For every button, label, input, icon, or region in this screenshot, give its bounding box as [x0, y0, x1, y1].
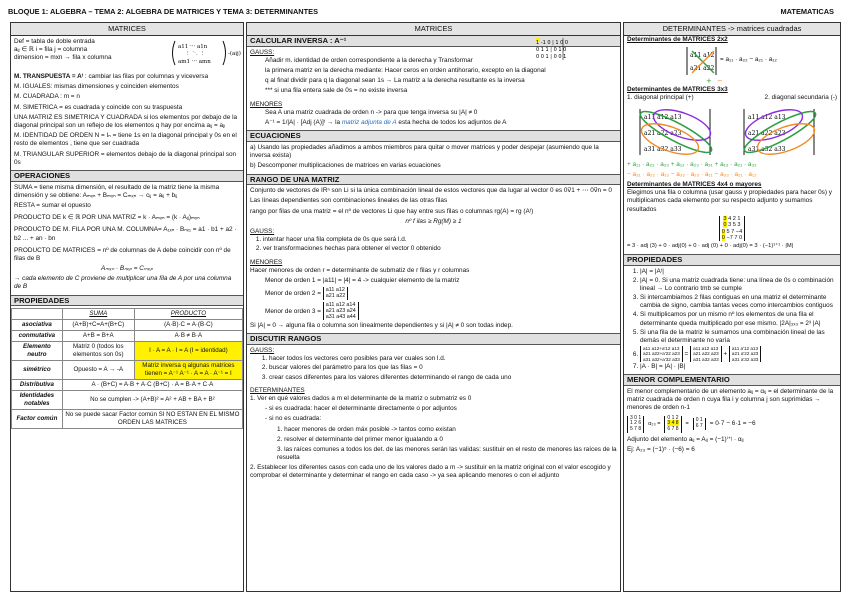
transpuesta-label: M. TRANSPUESTA = Aᵗ: [14, 73, 84, 80]
list-item: 6. a11 a12+a'12 a13 a21 a22+a'22 a23 a31 a32+a'32 a33 = a11 a12 a13 a21 a22 a23 a31 a32 a33 + a11 a'12 a13 a21 a'22 a23 a31 a'32 a33: [640, 346, 837, 362]
list-item: 2. buscar valores del parámetro para los que las filas = 0: [269, 364, 617, 372]
svg-text:a11 a12: a11 a12: [690, 52, 715, 60]
list-item: 2. |A| = 0. Si una matriz cuadrada tiene: una línea de 0s o combinación lineal → Lo contrario tmb se cumple: [640, 277, 837, 293]
rango-heading: RANGO DE UNA MATRIZ: [247, 174, 620, 186]
menor-orden-2: [247, 287, 620, 299]
cell-factor-comun: No se puede sacar Factor común SI NO ESTAN EN EL MISMO ORDEN LAS MATRICES: [62, 409, 242, 428]
rango-gauss-label: GAUSS:: [250, 227, 275, 235]
svg-text:a21 a22 a23: a21 a22 a23: [748, 129, 786, 137]
split-matrix-c-icon: a11 a'12 a13 a21 a'22 a23 a31 a'32 a33: [729, 346, 761, 362]
table-header-suma: SUMA: [62, 309, 134, 320]
example-matrix-icon: 3 0 1 1 2 6 5 7 8: [627, 416, 644, 433]
menor-orden-2-label: Menor de orden 2 =: [265, 289, 321, 297]
rango-def: Conjunto de vectores de IRⁿ son Li si la única combinación lineal de estos vectores que da lugar al vector 0 es 0v⃗1 + ⋯ 0v⃗n = 0: [250, 187, 612, 195]
list-item: 1. hacer todos los vectores cero posibles para ver cuales son l.d.: [269, 355, 617, 363]
svg-text:a31 a32 a33: a31 a32 a33: [748, 145, 786, 153]
split-matrix-a-icon: a11 a12+a'12 a13 a21 a22+a'22 a23 a31 a32+a'32 a33: [640, 346, 683, 362]
discutir-heading: DISCUTIR RANGOS: [247, 333, 620, 345]
minor3-matrix-icon: a11 a12 a14 a21 a23 a24 a31 a43 a44: [323, 302, 359, 321]
cell-producto: I · A = A · I = A (I = identidad): [134, 342, 242, 361]
sarrus-diagram: [624, 105, 840, 161]
column-matrices-basics: [10, 22, 244, 592]
svg-text:1 -1 0 | 1 0 0: 1 -1 0 | 1 0 0: [536, 40, 569, 46]
list-item: 4. Si multiplicamos por un mismo nº los elementos de una fila el determinante queda multiplicado por ese mismo. |2A|₃ₓ₃ = 2³ |A|: [640, 311, 837, 327]
svg-text:a11 a12 a13: a11 a12 a13: [748, 113, 786, 121]
inversa-menores-1: Sea A una matriz cuadrada de orden n -> para que tenga inversa su |A| ≠ 0: [265, 108, 478, 116]
row-label: asociativa: [12, 320, 63, 331]
def-line-2: aᵢⱼ ∈ ℝ i = fila j = columna: [14, 46, 88, 53]
table-row: [12, 409, 243, 428]
det2-block: [624, 44, 840, 86]
row-label: Distributiva: [12, 379, 63, 390]
adjunta-highlight: matriz adjunta de A: [340, 119, 397, 127]
type-identidad: M. IDENTIDAD DE ORDEN N = Iₙ = tiene 1s en la diagonal principal y 0s en el resto de elementos , tiene que ser cuadrada: [14, 132, 237, 148]
table-header-producto: PRODUCTO: [134, 309, 242, 320]
menor-orden-1: Menor de orden 1 = |a11| = |4| = 4 -> cualquier elemento de la matriz: [265, 276, 460, 284]
page-title: BLOQUE 1: ALGEBRA – TEMA 2: ALGEBRA DE MATRICES Y TEMA 3: DETERMINANTES: [8, 7, 319, 16]
inversa-gauss-1: Añadir m. identidad de orden correspondiente a la derecha y Transformar: [265, 56, 473, 64]
rango-menores-def: Hacer menores de orden r = determinante de submatiz de r filas y r columnas: [250, 266, 470, 274]
svg-text:a11 a12 a13: a11 a12 a13: [644, 113, 682, 121]
discutir-gauss-label: GAUSS:: [250, 347, 275, 355]
def-line-1: Def = tabla de doble entrada: [14, 38, 95, 45]
cell-identidades: No se cumplen -> (A+B)² = A² + AB + BA + B²: [62, 390, 242, 409]
cell-producto: (A·B)·C = A·(B·C): [134, 320, 242, 331]
list-item: 1. intentar hacer una fila completa de 0s que será l.d.: [263, 236, 617, 244]
type-cuadrada: M. CUADRADA : m = n: [14, 93, 80, 101]
det4-matrix-icon: 3 4 2 1 0 3 5 3 0 5 7 −4 0 −7 7 0: [719, 216, 745, 242]
op-resta: RESTA = sumar el opuesto: [14, 201, 91, 209]
svg-text:0 1 1 | 0 1 0: 0 1 1 | 0 1 0: [536, 47, 567, 53]
svg-text:a21 a22 a23: a21 a22 a23: [644, 129, 682, 137]
discutir-det-5: 2. resolver el determinante del primer menor igualando a 0: [277, 435, 443, 443]
cell-distributiva: A · (B+C) = A·B + A·C (B+C) · A = B·A + C·A: [62, 379, 242, 390]
rango-lineas: Las líneas dependientes son combinaciones lineales de las otras filas: [250, 197, 448, 205]
operaciones-heading: OPERACIONES: [11, 170, 243, 182]
svg-text:⋮ ⋱ ⋮: ⋮ ⋱ ⋮: [185, 51, 205, 57]
svg-text:0 0 1 | 0 0 1: 0 0 1 | 0 0 1: [536, 54, 567, 60]
inversa-gauss-3: q al final dividir para q la diagonal sean 1s → La matriz a la derecha resultante es la inversa: [265, 77, 525, 85]
complementario-text: El menor complementario de un elemento aᵢⱼ = αᵢⱼ = el determinante de la matriz cuadrada de orden n cuya fila i y columna j son suprimidas → menores de orden n-1: [627, 387, 834, 412]
rango-menores-conclusion: Si |A| = 0 → alguna fila o columna son linealmente dependientes y si |A| ≠ 0 son todas indep.: [250, 322, 513, 330]
adjunto-example: Ej: A₂₃ = (−1)⁵ · (−6) = 6: [627, 445, 695, 453]
sarrus-plus: + a₁₁ · a₂₂ · a₃₃ + a₁₂ · a₂₃ · a₃₁ + a₁₃ · a₂₁ · a₃₂: [627, 160, 757, 168]
list-item: 5. Si una fila de la matriz le sumamos una combinación lineal de las demás el determinante no varía: [640, 329, 837, 345]
column-determinantes: [623, 22, 841, 592]
op-fila-columna: PRODUCTO DE M. FILA POR UNA M. COLUMNA= A₁ₓₙ · Bₙₓ₁ = a1 · b1 + a2 · b2 ... + an · bn: [14, 226, 237, 242]
det3-diag-labels: [624, 94, 840, 102]
svg-text:am1 ··· amn: am1 ··· amn: [178, 59, 211, 65]
diag-secundaria-label: 2. diagonal secundaria (-): [764, 94, 837, 102]
ecuaciones-heading: ECUACIONES: [247, 130, 620, 142]
rango-filas: rango por filas de una matriz = el nº de vectores Li que hay entre sus filas o columnas rg(A) = rg (Aᵗ): [250, 207, 534, 215]
adjunto-text: Adjunto del elemento aᵢⱼ = Aᵢⱼ = (−1)ⁱ⁺ʲ · αᵢⱼ: [627, 435, 744, 443]
col3-header: DETERMINANTES -> matrices cuadradas: [624, 23, 840, 36]
propiedades-heading: PROPIEDADES: [11, 295, 243, 307]
det2-heading: Determinantes de MATRICES 2x2: [627, 36, 728, 43]
row-label: conmutativa: [12, 331, 63, 342]
det-properties-list: [624, 268, 840, 372]
table-row: [12, 342, 243, 361]
cell-producto: A·B ≠ B·A: [134, 331, 242, 342]
transpuesta-text: [11, 73, 243, 81]
svg-text:−: −: [717, 77, 723, 86]
det2-cross-icon: [682, 45, 762, 85]
complementario-heading: MENOR COMPLEMENTARIO: [624, 374, 840, 386]
adjunta-desc: esta hecha de todos los adjuntos de A: [396, 119, 507, 127]
op-suma: SUMA = tiene misma dimensión, el resultado de la matriz tiene la misma dimensión y se obtiene: Aₘₓₙ + Bₘₓₙ = Cₘₓₙ → cᵢⱼ = aᵢⱼ + bᵢⱼ: [14, 183, 220, 199]
diag-principal-label: 1. diagonal principal (+): [627, 94, 694, 102]
discutir-det-7: 2. Establecer los diferentes casos con cada uno de los valores dado a m -> sustituir en la matriz original con el valor escogido y comprobar el determinante y determinar el rango en cada caso -> ya sea aplicando menores o con el adjunto: [250, 464, 611, 480]
op-producto-formula: Aₘₓₙ · Bₙₓₚ = Cₘₓₚ: [101, 265, 153, 273]
det3-heading: Determinantes de MATRICES 3x3: [627, 86, 728, 94]
rango-ineq: nº f ilas ≥ Rg(M) ≥ 1: [405, 217, 462, 225]
type-iguales: M. IGUALES: mismas dimensiones y coinciden elementos: [14, 83, 179, 91]
inversa-menores-2: [247, 119, 620, 127]
menor-orden-3: [247, 302, 620, 321]
det-prop-heading: PROPIEDADES: [624, 254, 840, 266]
table-header-row: [12, 309, 243, 320]
table-row: [12, 390, 243, 409]
matrix-icon: [534, 37, 616, 61]
table-row: [12, 361, 243, 380]
definition-block: [11, 36, 243, 70]
cell-suma: Matriz 0 (todos los elementos son 0s): [62, 342, 134, 361]
minor-matrix-icon: 0 1 6 7: [693, 418, 706, 430]
list-item: 7. |A · B| = |A| · |B|: [640, 363, 837, 371]
complementario-eq: = 0·7 − 6·1 = −6: [709, 420, 756, 428]
row-label: Factor común: [12, 409, 63, 428]
inversa-gauss-4: *** si una fila entera sale de 0s = no existe inversa: [265, 87, 408, 95]
cell-suma: (A+B)+C=A+(B+C): [62, 320, 134, 331]
list-item: 3. crear casos diferentes para los valores diferentes determinando el rango de cada uno: [269, 374, 617, 382]
discutir-gauss-list: [247, 355, 620, 382]
discutir-det-3: - si no es cuadrada:: [265, 415, 322, 423]
inversa-heading: CALCULAR INVERSA : A⁻¹: [247, 36, 620, 47]
discutir-det-label: DETERMINANTES: [250, 386, 305, 394]
column-matrices-advanced: [246, 22, 621, 592]
split-matrix-b-icon: a11 a12 a13 a21 a22 a23 a31 a32 a33: [690, 346, 722, 362]
svg-text:a31 a32 a33: a31 a32 a33: [644, 145, 682, 153]
def-line-3: dimension = mxn → fila x columna: [14, 54, 112, 61]
transpuesta-desc: : cambiar las filas por columnas y viceversa: [83, 73, 209, 80]
discutir-det-2: - si es cuadrada: hacer el determinante directamente o por adjuntos: [265, 405, 457, 413]
row-label: Identidades notables: [12, 390, 63, 409]
ecuaciones-a: a) Usando las propiedades añadimos a ambos miembros para quitar o mover matrices y poder despejar (asumiendo que la inversa exista): [250, 143, 599, 160]
rango-menores-label: MENORES: [250, 258, 283, 266]
det4-heading: Determinantes de MATRICES 4x4 o mayores: [627, 180, 762, 188]
properties-table: [11, 308, 243, 428]
list-item: 3. Si intercambiamos 2 filas contiguas en una matriz el determinante cambia de signo, cambia tantas veces como intercambios contiguos: [640, 294, 837, 310]
cell-suma: Opuesto = A → -A: [62, 361, 134, 380]
discutir-det-1: 1. Ver en qué valores dados a m el determinante de la matriz o submatriz es 0: [250, 394, 472, 402]
type-simetrica-desc: UNA MATRIZ ES SIMETRICA Y CUADRADA si los elementos por debajo de la diagonal principal son un reflejo de los elementos q hay por encima aᵢⱼ = aⱼᵢ: [14, 113, 238, 129]
discutir-det-6: 3. las raíces comunes a todos los det. de las menores serán las validas: sustituir en el resto de menores las raíces de la resuelta: [277, 445, 617, 462]
table-row: [12, 331, 243, 342]
inversa-formula: A⁻¹ = 1/|A| · [Adj (A)]ᵗ → la: [265, 119, 341, 127]
type-triangular: M. TRIANGULAR SUPERIOR = elementos debajo de la diagonal principal son 0s: [14, 150, 237, 166]
cell-suma: A+B = B+A: [62, 331, 134, 342]
det4-text: Elegimos una fila o columna (usar gauss y propiedades para hacer 0s) y multiplicamos cada elemento por su respecto adjunto y sumamos resultados: [627, 189, 832, 213]
subject-label: MATEMATICAS: [780, 7, 834, 16]
generic-matrix-glyph: [169, 39, 243, 70]
svg-text:-(aij): -(aij): [228, 51, 241, 57]
svg-text:+: +: [706, 77, 712, 86]
col1-header: MATRICES: [11, 23, 243, 36]
op-producto-matrices: PRODUCTO DE MATRICES = nº de columnas de A debe coincidir con nº de filas de B: [14, 246, 231, 262]
rango-gauss-list: [247, 236, 620, 253]
svg-text:a21 a22: a21 a22: [690, 65, 715, 73]
discutir-det-4: 1. hacer menores de orden máx posible -> tantos como existan: [277, 425, 456, 433]
inversa-gauss-2: la primera matriz en la derecha mediante: Hacer ceros en orden antihorario, excepto en la diagonal: [265, 67, 546, 75]
op-producto-note: → cada elemento de C proviene de multiplicar una fila de A por una columna de B: [14, 275, 232, 291]
row-label: Elemento neutro: [12, 342, 63, 361]
det4-matrix: [624, 216, 840, 242]
col2-header: MATRICES: [247, 23, 620, 36]
sarrus-minus: − a₃₁ · a₂₂ · a₁₃ − a₃₂ · a₂₃ · a₁₁ − a₃₃ · a₂₁ · a₁₂: [627, 170, 757, 178]
crossed-matrix-icon: 0 1 2 3 4 8 6 7 8: [664, 416, 681, 433]
minor2-matrix-icon: a11 a12 a21 a22: [323, 287, 349, 299]
list-item: 2. ver transformaciones hechas para obtener el vector 0 obtenido: [263, 245, 617, 253]
gauss-example-matrix: [534, 37, 616, 64]
complementario-example: 3 0 1 1 2 6 5 7 8 α₂₃ = 0 1 2 3 4 8 6 7 8 = 0 1 6 7 = 0·7 − 6·1 = −6: [624, 416, 840, 433]
top-bar: [0, 0, 848, 22]
table-header-empty: [12, 309, 63, 320]
gauss-label: GAUSS:: [250, 48, 275, 56]
det4-formula: = 3 · adj (3) + 0 · adj(0) + 0 · adj (0) + 0 · adj(0) = 3 · (−1)¹⁺¹ · |M|: [627, 243, 794, 250]
ecuaciones-b: b) Descomponer multiplicaciones de matrices en varias ecuaciones: [250, 162, 441, 170]
type-simetrica: M. SIMETRICA = es cuadrada y coincide con su traspuesta: [14, 103, 183, 111]
menores-label: MENORES: [250, 100, 283, 108]
row-label: simétrico: [12, 361, 63, 380]
generic-matrix-icon: [169, 39, 243, 67]
sarrus-icon: [626, 105, 838, 161]
op-producto-k: PRODUCTO DE k ∈ ℝ POR UNA MATRIZ = k · Aₘₓₙ = (k · Aᵢⱼ)ₘₓₙ: [14, 214, 200, 222]
table-row: [12, 379, 243, 390]
cell-producto: Matriz inversa q algunas matrices tienen = A⁻¹ A⁻¹ · A = A · A⁻¹ = I: [134, 361, 242, 380]
det2-formula: = a₁₁ · a₂₂ − a₂₁ · a₁₂: [720, 56, 777, 64]
menor-orden-3-label: Menor de orden 3 =: [265, 307, 321, 315]
list-item: 1. |A| = |Aᵗ|: [640, 268, 837, 276]
svg-text:a11 ··· a1n: a11 ··· a1n: [178, 44, 208, 50]
table-row: [12, 320, 243, 331]
